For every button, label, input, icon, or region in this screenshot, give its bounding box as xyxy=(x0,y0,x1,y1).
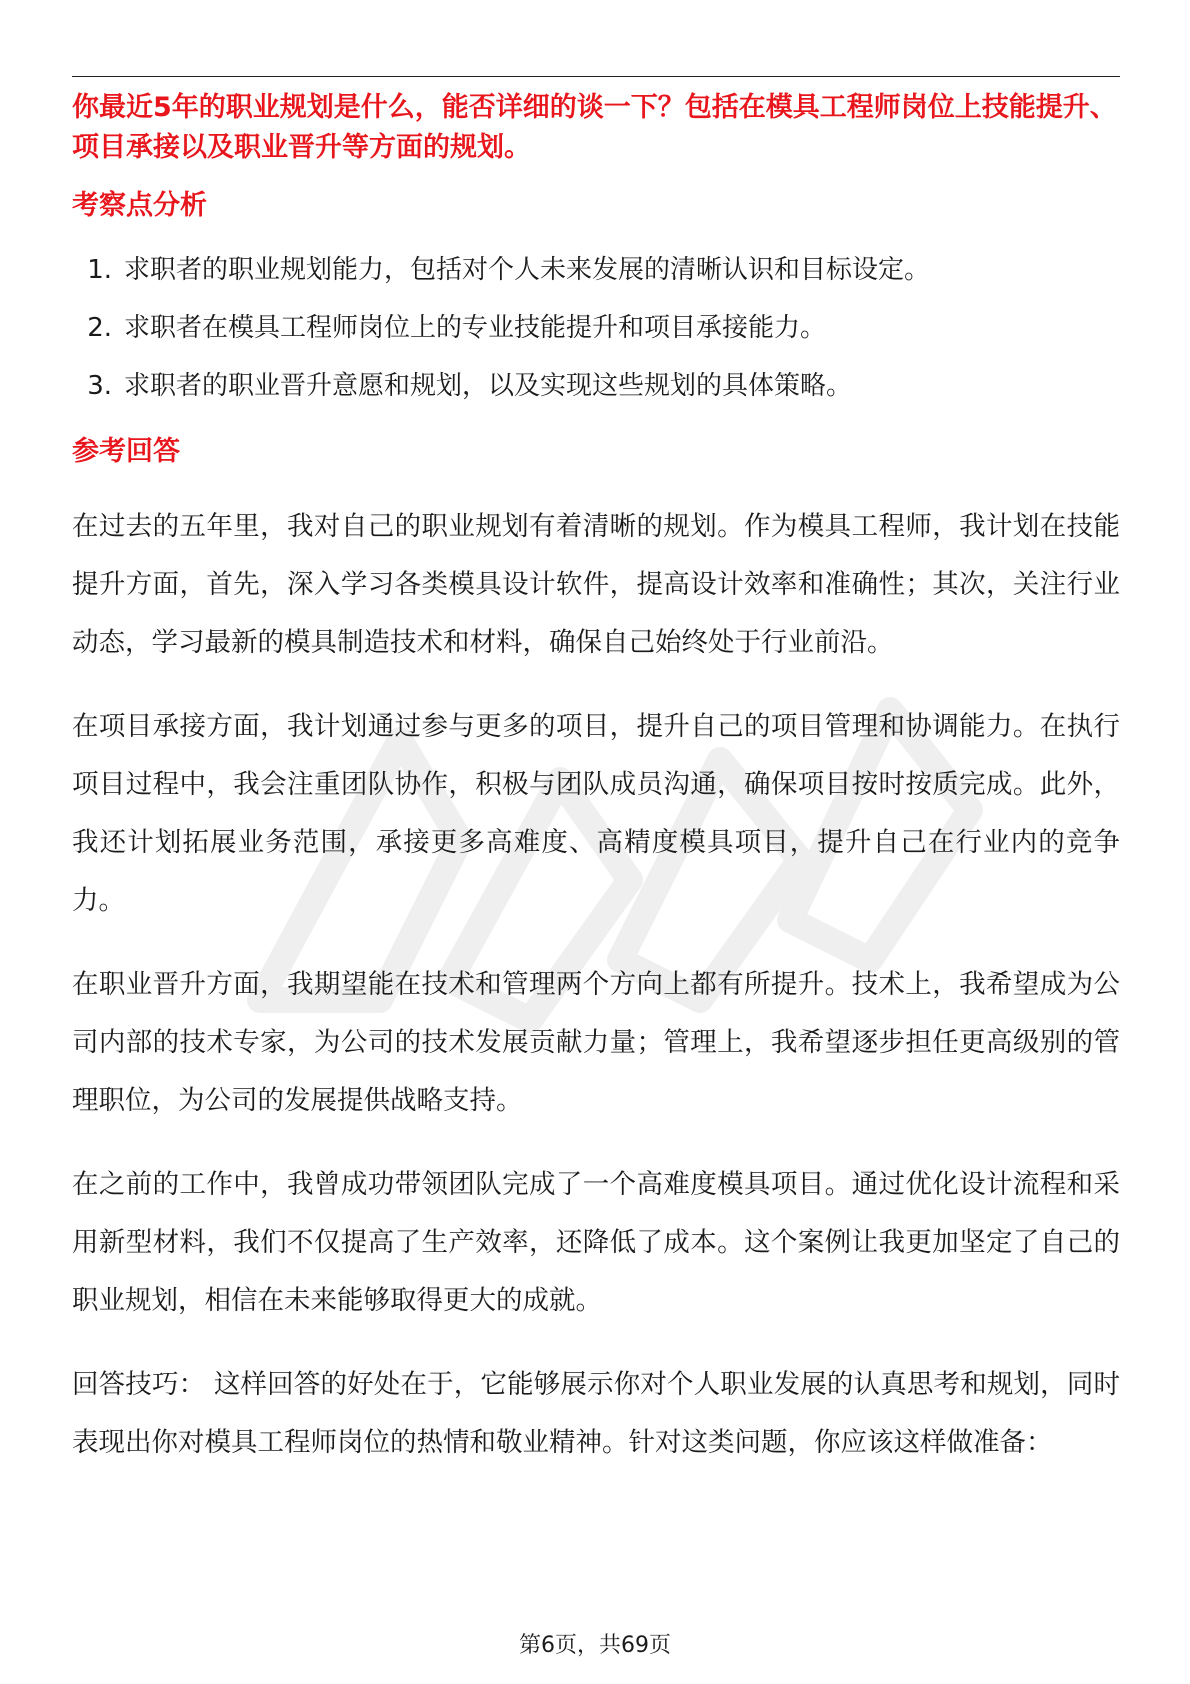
analysis-heading: 考察点分析 xyxy=(72,190,207,221)
list-item-text: 求职者在模具工程师岗位上的专业技能提升和项目承接能力。 xyxy=(124,313,827,343)
answer-heading: 参考回答 xyxy=(72,436,180,467)
list-item-number: 3. xyxy=(87,371,112,401)
header-rule xyxy=(72,76,1120,77)
list-item-text: 求职者的职业晋升意愿和规划，以及实现这些规划的具体策略。 xyxy=(124,371,853,401)
list-item xyxy=(72,308,1120,348)
interview-question: 你最近5年的职业规划是什么，能否详细的谈一下？包括在模具工程师岗位上技能提升、项目承接以及职业晋升等方面的规划。 xyxy=(72,92,1117,163)
answer-paragraph: 在过去的五年里，我对自己的职业规划有着清晰的规划。作为模具工程师，我计划在技能提升方面，首先，深入学习各类模具设计软件，提高设计效率和准确性；其次，关注行业动态，学习最新的模具制造技术和材料，确保自己始终处于行业前沿。 xyxy=(72,511,1120,658)
answer-paragraph: 在之前的工作中，我曾成功带领团队完成了一个高难度模具项目。通过优化设计流程和采用新型材料，我们不仅提高了生产效率，还降低了成本。这个案例让我更加坚定了自己的职业规划，相信在未来能够取得更大的成就。 xyxy=(72,1169,1120,1316)
list-item-text: 求职者的职业规划能力，包括对个人未来发展的清晰认识和目标设定。 xyxy=(124,255,931,285)
page-number: 第6页，共69页 xyxy=(519,1633,671,1658)
analysis-list xyxy=(72,250,1120,406)
list-item xyxy=(72,366,1120,406)
list-item-number: 2. xyxy=(87,313,112,343)
list-item-number: 1. xyxy=(87,255,112,285)
answer-paragraph: 在项目承接方面，我计划通过参与更多的项目，提升自己的项目管理和协调能力。在执行项目过程中，我会注重团队协作，积极与团队成员沟通，确保项目按时按质完成。此外，我还计划拓展业务范围，承接更多高难度、高精度模具项目，提升自己在行业内的竞争力。 xyxy=(72,711,1120,916)
list-item xyxy=(72,250,1120,290)
answer-paragraph: 在职业晋升方面，我期望能在技术和管理两个方向上都有所提升。技术上，我希望成为公司内部的技术专家，为公司的技术发展贡献力量；管理上，我希望逐步担任更高级别的管理职位，为公司的发展提供战略支持。 xyxy=(72,969,1120,1116)
document-body xyxy=(72,88,1120,1472)
answer-tips-paragraph: 回答技巧： 这样回答的好处在于，它能够展示你对个人职业发展的认真思考和规划，同时表现出你对模具工程师岗位的热情和敬业精神。针对这类问题，你应该这样做准备： xyxy=(72,1369,1120,1458)
